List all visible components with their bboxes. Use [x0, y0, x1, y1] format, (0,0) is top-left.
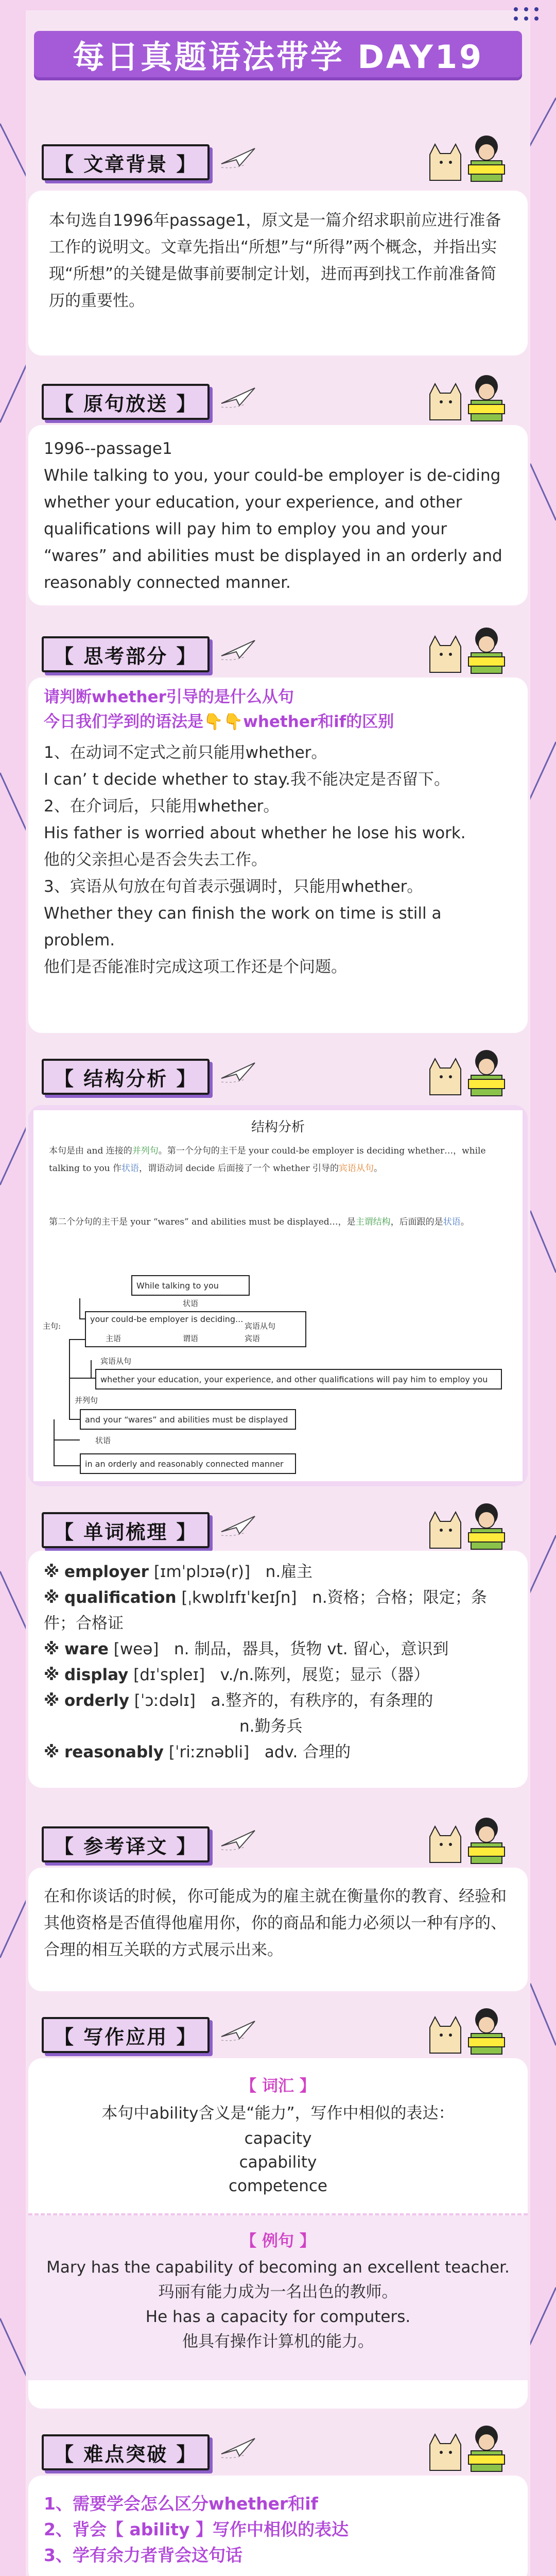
vocab-definition: n.资格；合格；限定；条件；合格证 [44, 1588, 487, 1633]
thinking-line: 2、在介词后，只能用whether。 [44, 797, 280, 816]
paper-plane-icon [219, 2434, 265, 2460]
thinking-today [44, 709, 512, 734]
structure-image [33, 1110, 523, 1481]
bullet-mark: ※ [44, 1691, 60, 1710]
highlight-green: 主谓结构 [355, 1217, 391, 1227]
vocab-item [44, 1688, 512, 1714]
vocab-label: 【 词汇 】 [240, 2077, 316, 2095]
diagram-label: 并列句 [75, 1396, 98, 1405]
section-translation [28, 1821, 528, 1991]
cat-and-reader-icon [420, 1497, 512, 1553]
cat-and-reader-icon [420, 1811, 512, 1868]
diagram-label: 宾语从句 [245, 1321, 276, 1331]
highlight-orange: 宾语从句 [339, 1163, 374, 1174]
cat-and-reader-icon [420, 129, 512, 185]
vocab-definition: n. 制品，器具，货物 vt. 留心，意识到 [173, 1640, 449, 1658]
section-heading: 【 原句放送 】 [42, 384, 210, 420]
today-label: 今日我们学到的语法是 [44, 713, 203, 731]
section-heading: 【 参考译文 】 [42, 1826, 210, 1862]
diagram-box: and your “wares” and abilities must be displayed [80, 1409, 296, 1430]
section-heading: 【 结构分析 】 [42, 1059, 210, 1095]
diagram-label: 状语 [95, 1436, 111, 1445]
keypoint-item: 2、背会【 ability 】写作中相似的表达 [44, 2519, 349, 2539]
example-line: 玛丽有能力成为一名出色的教师。 [158, 2283, 398, 2301]
background-text: 本句选自1996年passage1，原文是一篇介绍求职前应进行准备工作的说明文。文章先指出“所想”与“所得”两个概念，并指出实现“所想”的关键是做事前要制定计划，进而再到找工作前准备简历的重要性。 [49, 211, 501, 310]
section-keypoints [28, 2429, 528, 2576]
vocab-definition: adv. 合理的 [264, 1743, 351, 1761]
diagram-label: 主语 [106, 1334, 121, 1343]
vocab-item [44, 1636, 512, 1662]
vocab-phonetic: [ˈriːznəbli] [168, 1743, 250, 1761]
diagram-box: in an orderly and reasonably connected manner [80, 1453, 296, 1474]
cat-and-reader-icon [420, 2419, 512, 2476]
text-span: ，谓语动词 decide 后面接了一个 whether 引导的 [139, 1163, 339, 1174]
vocab-item [44, 1585, 512, 1636]
diagram-label: 谓语 [183, 1334, 199, 1343]
vocab-word: display [64, 1666, 129, 1684]
vocab-item [44, 1739, 512, 1765]
vocab-item [44, 1559, 512, 1585]
text-span: 。 [460, 1217, 470, 1227]
vocab-phonetic: [ɪmˈplɔɪə(r)] [153, 1563, 251, 1581]
diagram-label: 主句: [43, 1321, 61, 1331]
diagram-label: 宾语从句 [100, 1357, 132, 1366]
paper-plane-icon [219, 1826, 265, 1852]
vocab-phonetic: [dɪˈspleɪ] [133, 1666, 205, 1684]
example-label: 【 例句 】 [240, 2232, 316, 2250]
vocab-intro: 本句中ability含义是“能力”，写作中相似的表达： [101, 2104, 455, 2123]
vocab-word: employer [64, 1563, 149, 1581]
text-span: 。 [374, 1163, 383, 1174]
text-span: 连接的 [106, 1146, 132, 1156]
highlight-blue: 状语 [121, 1163, 140, 1174]
section-heading: 【 写作应用 】 [42, 2017, 210, 2053]
bullet-mark: ※ [44, 1743, 60, 1761]
text-span: 本句是由 [49, 1146, 84, 1156]
synonym: competence [229, 2177, 327, 2195]
structure-card [28, 1105, 528, 1486]
vocab-phonetic: [ˌkwɒlɪfɪˈkeɪʃn] [181, 1588, 297, 1607]
pointing-down-icon: 👇👇 [203, 713, 244, 731]
paper-plane-icon [219, 1059, 265, 1084]
thinking-line: 他的父亲担心是否会失去工作。 [44, 851, 267, 869]
example-line: Mary has the capability of becoming an excellent teacher. [46, 2258, 510, 2277]
section-thinking [28, 631, 528, 1033]
translation-card [28, 1868, 528, 1991]
vocab-definition: a.整齐的，有秩序的，有条理的 [211, 1691, 433, 1710]
text-span: and [86, 1146, 103, 1156]
vocab-word: qualification [64, 1588, 177, 1607]
original-card [28, 425, 528, 605]
thinking-line: I can’ t decide whether to stay.我不能决定是否留下。 [44, 770, 450, 789]
keypoints-card [28, 2476, 528, 2576]
diagram-box-text: your could-be employer is deciding... [90, 1314, 244, 1324]
bullet-mark: ※ [44, 1588, 60, 1607]
paper-plane-icon [219, 1512, 265, 1538]
text-span: 。第一个分句的主干是 your could-be employer is deciding whether…，while talking to you 作 [49, 1146, 486, 1174]
translation-text: 在和你谈话的时候，你可能成为的雇主就在衡量你的教育、经验和其他资格是否值得他雇用你，你的商品和能力必须以一种有序的、合理的相互关联的方式展示出来。 [44, 1887, 507, 1959]
keypoint-item: 1、需要学会怎么区分whether和if [44, 2494, 318, 2514]
diagram-label: 状语 [183, 1299, 199, 1308]
writing-example-block [28, 2215, 528, 2380]
section-vocab [28, 1507, 528, 1788]
today-topic: whether和if的区别 [243, 713, 394, 731]
synonym: capacity [244, 2129, 312, 2148]
vocab-word: ware [64, 1640, 109, 1658]
original-sentence: While talking to you, your could-be employer is de-ciding whether your education, your experience, and other qualifications will pay him to employ you and your “wares” and abilities must be displayed in an orderly and reasonably connected manner. [44, 466, 502, 592]
diagram-box: While talking to you [131, 1275, 250, 1296]
writing-card [28, 2058, 528, 2409]
thinking-line: His father is worried about whether he lose his work. [44, 824, 466, 842]
thinking-line: Whether they can finish the work on time is still a problem. [44, 904, 442, 950]
bullet-mark: ※ [44, 1563, 60, 1581]
thinking-line: 1、在动词不定式之前只能用whether。 [44, 743, 327, 762]
paper-plane-icon [219, 636, 265, 662]
text-span: ，后面跟的是 [390, 1217, 443, 1227]
diagram-box: whether your education, your experience, and other qualifications will pay him to employ you [95, 1369, 502, 1389]
vocab-word: orderly [64, 1691, 129, 1710]
vocab-item-extra: n.勤务兵 [239, 1717, 303, 1736]
vocab-phonetic: [weə] [113, 1640, 159, 1658]
keypoint-item: 3、学有余力者背会这句话 [44, 2545, 242, 2565]
section-original [28, 379, 528, 605]
section-structure [28, 1054, 528, 1486]
vocab-item [44, 1662, 512, 1688]
section-writing [28, 2012, 528, 2409]
writing-vocab-block [28, 2058, 528, 2198]
example-line: He has a capacity for computers. [145, 2308, 411, 2326]
text-span: 第二个分句的主干是 your “wares” and abilities must be displayed…，是 [49, 1217, 356, 1227]
structure-panel-title: 结构分析 [251, 1120, 305, 1135]
diagram-label: 宾语 [245, 1334, 260, 1343]
section-heading: 【 难点突破 】 [42, 2434, 210, 2470]
vocab-definition: v./n.陈列，展览；显示（器） [220, 1666, 430, 1684]
paper-plane-icon [219, 2017, 265, 2043]
bullet-mark: ※ [44, 1666, 60, 1684]
dots-decoration-icon [511, 4, 547, 25]
vocab-word: reasonably [64, 1743, 164, 1761]
vocab-card [28, 1551, 528, 1788]
highlight-blue: 状语 [443, 1217, 461, 1227]
section-heading: 【 单词梳理 】 [42, 1512, 210, 1548]
example-line: 他具有操作计算机的能力。 [182, 2332, 374, 2351]
paper-plane-icon [219, 144, 265, 170]
background-card [28, 191, 528, 355]
vocab-phonetic: [ˈɔːdəlɪ] [134, 1691, 196, 1710]
highlight-green: 并列句 [132, 1146, 159, 1156]
vocab-definition: n.雇主 [265, 1563, 313, 1581]
page-title: 每日真题语法带学 DAY19 [34, 31, 522, 77]
thinking-card [28, 677, 528, 1033]
cat-and-reader-icon [420, 621, 512, 677]
paper-plane-icon [219, 384, 265, 410]
section-heading: 【 思考部分 】 [42, 636, 210, 672]
bullet-mark: ※ [44, 1640, 60, 1658]
section-heading: 【 文章背景 】 [42, 144, 210, 180]
thinking-line: 他们是否能准时完成这项工作还是个问题。 [44, 958, 347, 976]
thinking-question: 请判断whether引导的是什么从句 [44, 688, 294, 706]
synonym: capability [239, 2153, 317, 2172]
section-background [28, 139, 528, 355]
cat-and-reader-icon [420, 1043, 512, 1100]
thinking-line: 3、宾语从句放在句首表示强调时，只能用whether。 [44, 877, 423, 896]
cat-and-reader-icon [420, 368, 512, 425]
original-source: 1996--passage1 [44, 439, 172, 458]
cat-and-reader-icon [420, 2002, 512, 2058]
